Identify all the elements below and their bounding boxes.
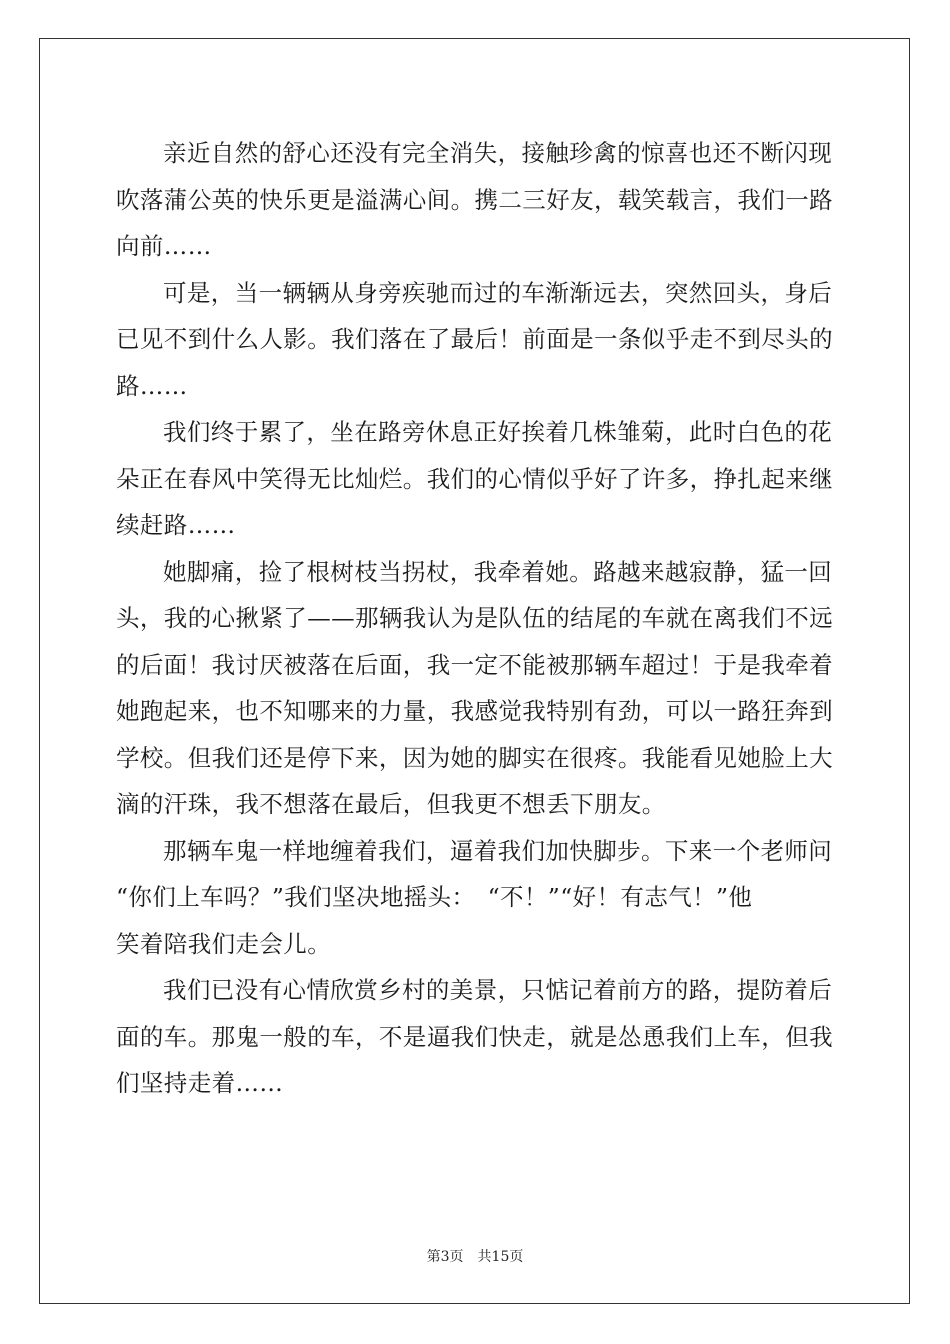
page-number: 第3页 共15页 [426, 1249, 524, 1265]
paragraph: 我们已没有心情欣赏乡村的美景，只惦记着前方的路，提防着后 面的车。那鬼一般的车，不是逼我们快走，就是怂恿我们上车，但我 们坚持走着…… [116, 976, 833, 1097]
paragraph: 亲近自然的舒心还没有完全消失，接触珍禽的惊喜也还不断闪现 吹落蒲公英的快乐更是溢满心间。携二三好友，载笑载言，我们一路 向前…… [116, 139, 833, 260]
page-footer [0, 1247, 950, 1267]
document-body [116, 130, 836, 1107]
paragraph: 她脚痛，捡了根树枝当拐杖，我牵着她。路越来越寂静，猛一回 头，我的心揪紧了——那辆我认为是队伍的结尾的车就在离我们不远 的后面！我讨厌被落在后面，我一定不能被那辆车超过！于是我牵着 她跑起来，也不知哪来的力量，我感觉我特别有劲，可以一路狂奔到 学校。但我们还是停下来，因为她的脚实在很疼。我能看见她脸上大 滴的汗珠，我不想落在最后，但我更不想丢下朋友。 [116, 557, 833, 818]
paragraph: 我们终于累了，坐在路旁休息正好挨着几株雏菊，此时白色的花 朵正在春风中笑得无比灿烂。我们的心情似乎好了许多，挣扎起来继 续赶路…… [116, 418, 833, 539]
paragraph: 可是，当一辆辆从身旁疾驰而过的车渐渐远去，突然回头，身后 已见不到什么人影。我们落在了最后！前面是一条似乎走不到尽头的 路…… [116, 278, 833, 400]
paragraph: 那辆车鬼一样地缠着我们，逼着我们加快脚步。下来一个老师问 “你们上车吗？”我们坚决地摇头： “不！”“好！有志气！”他 笑着陪我们走会儿。 [116, 836, 833, 958]
